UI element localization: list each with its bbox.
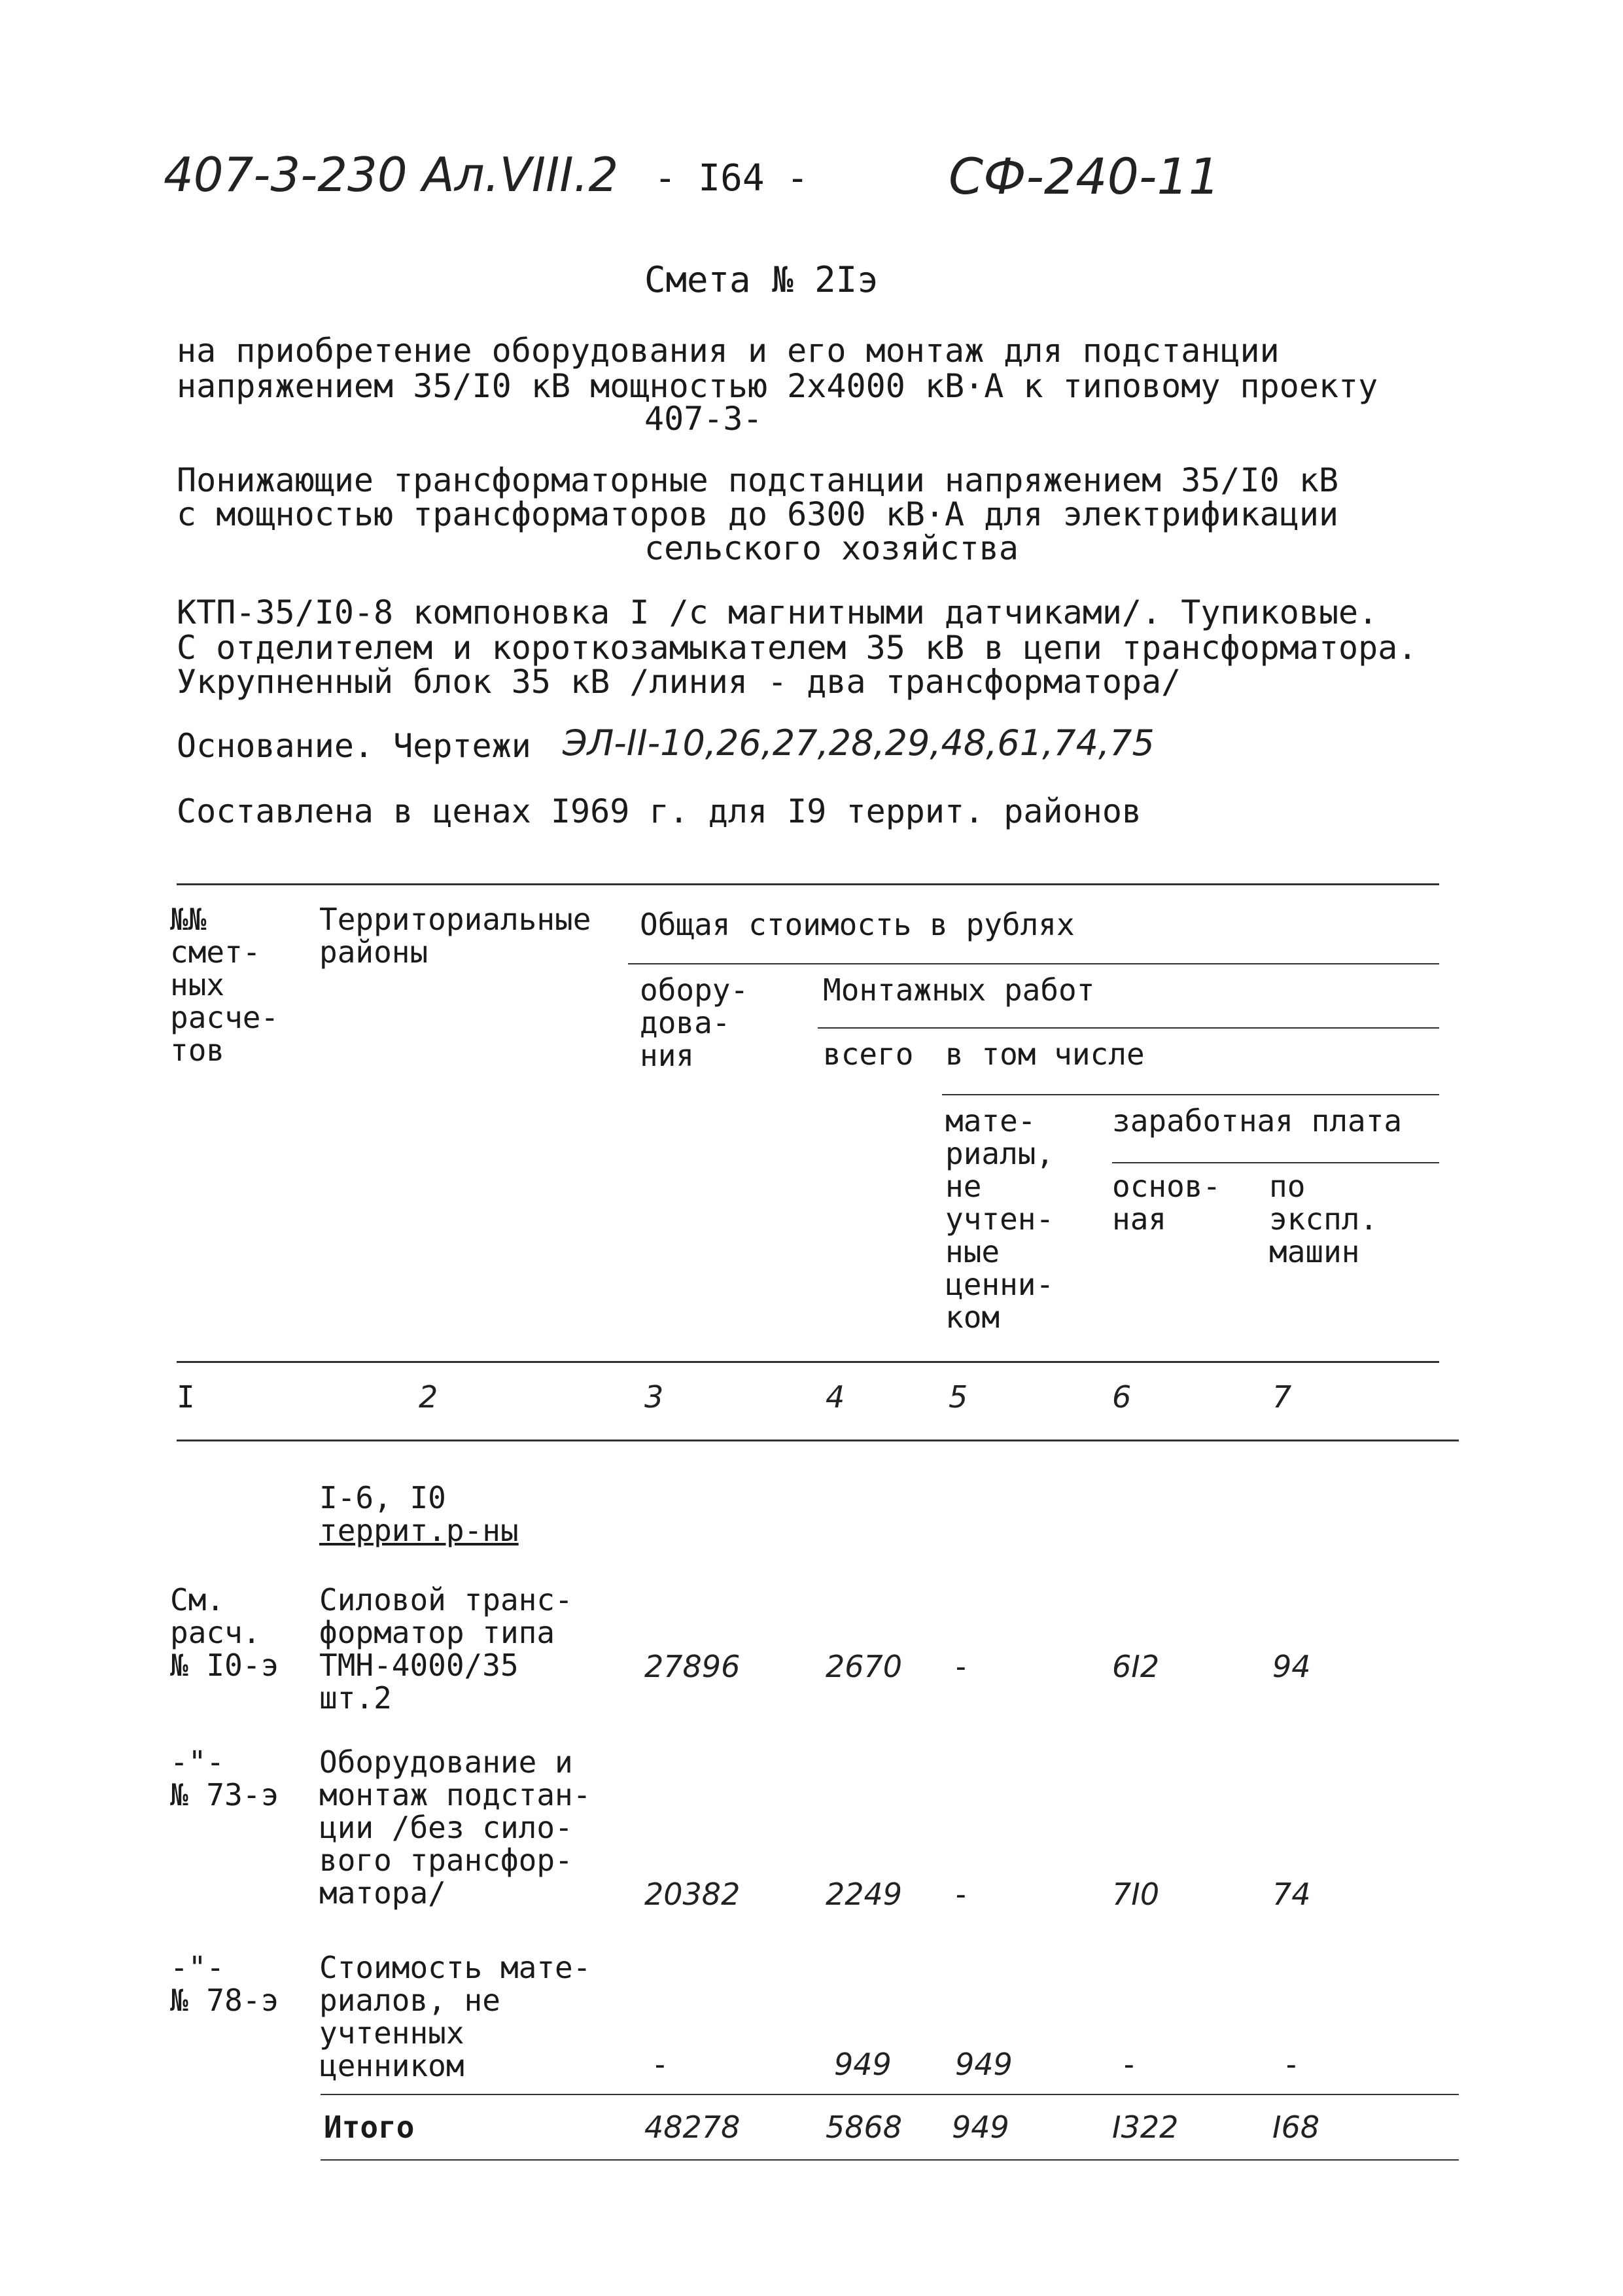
table-row-wages-basic: 7I0 (1112, 1877, 1160, 1912)
table-row-name: Силовой транс- форматор типа ТМН-4000/35 шт.2 (319, 1582, 573, 1716)
table-row-name: Стоимость мате- риалов, не учтенных ценником (319, 1950, 591, 2083)
header-total-cost: Общая стоимость в рублях (640, 907, 1075, 942)
header-wages-machines: по экспл. машин (1269, 1169, 1378, 1269)
table-top-rule (177, 883, 1439, 885)
table-row-equipment: - (651, 2047, 669, 2082)
table-row-wages-machines: - (1282, 2047, 1300, 2082)
total-wages-basic: I322 (1112, 2110, 1179, 2145)
total-wages-machines: I68 (1272, 2110, 1320, 2145)
table-row-materials: - (952, 1649, 970, 1684)
header-bottom-rule (177, 1361, 1439, 1363)
table-row-ref: -"- № 73-э (170, 1744, 279, 1812)
document-code: 407-3-230 Ал.VIII.2 (164, 147, 619, 202)
total-top-rule (321, 2094, 1459, 2095)
col-number-4: 4 (826, 1379, 845, 1415)
total-bottom-rule (321, 2159, 1459, 2161)
col-number-5: 5 (949, 1379, 968, 1415)
table-row-ref: См. расч. № I0-э (170, 1582, 279, 1683)
page-number: - I64 - (654, 157, 809, 200)
col-number-1: I (177, 1379, 195, 1415)
total-cost-rule (628, 963, 1439, 964)
archive-code: СФ-240-11 (949, 147, 1221, 205)
header-installation: Монтажных работ (823, 972, 1095, 1008)
wages-rule (1112, 1162, 1439, 1163)
project-line-2: с мощностью трансформаторов до 6300 кВ·А для электрификации (177, 495, 1339, 533)
prices-note: Составлена в ценах I969 г. для I9 террит. районов (177, 792, 1142, 830)
table-row-install-total: 2670 (826, 1649, 903, 1684)
table-row-equipment: 20382 (644, 1877, 741, 1912)
table-row-wages-basic: - (1120, 2047, 1138, 2082)
table-row-install-total: 2249 (826, 1877, 903, 1912)
ktp-line-3: Укрупненный блок 35 кВ /линия - два трансформатора/ (177, 663, 1181, 701)
header-materials: мате- риалы, не учтен- ные ценни- ком (945, 1103, 1055, 1335)
col-number-6: 6 (1112, 1379, 1132, 1415)
basis-label: Основание. Чертежи (177, 727, 531, 765)
region-heading: I-6, I0 (319, 1480, 446, 1515)
estimate-title: Смета № 2Iэ (644, 259, 879, 300)
including-rule (942, 1094, 1439, 1095)
col-numbers-rule (177, 1439, 1459, 1441)
header-wages: заработная плата (1112, 1103, 1403, 1139)
project-line-1: Понижающие трансформаторные подстанции напряжением 35/I0 кВ (177, 461, 1339, 499)
header-wages-basic: основ- ная (1112, 1169, 1221, 1237)
table-row-ref: -"- № 78-э (170, 1950, 279, 2018)
header-territorial-regions: Территориальные районы (319, 902, 591, 970)
header-estimate-number: №№ смет- ных расче- тов (170, 902, 279, 1068)
purpose-line-3: 407-3- (644, 400, 763, 438)
purpose-line-2: напряжением 35/I0 кВ мощностью 2х4000 кВ·А к типовому проекту (177, 367, 1378, 405)
header-equipment: обору- дова- ния (640, 972, 749, 1073)
purpose-line-1: на приобретение оборудования и его монтаж для подстанции (177, 332, 1280, 370)
table-row-equipment: 27896 (644, 1649, 741, 1684)
table-row-name: Оборудование и монтаж подстан- ции /без сило- вого трансфор- матора/ (319, 1744, 591, 1911)
table-row-wages-machines: 94 (1272, 1649, 1311, 1684)
col-number-2: 2 (419, 1379, 438, 1415)
header-including: в том числе (945, 1036, 1145, 1072)
col-number-7: 7 (1272, 1379, 1292, 1415)
table-row-materials: 949 (955, 2047, 1013, 2082)
table-row-wages-basic: 6I2 (1112, 1649, 1160, 1684)
total-install-total: 5868 (826, 2110, 903, 2145)
table-row-install-total: 949 (834, 2047, 892, 2082)
total-materials: 949 (952, 2110, 1009, 2145)
header-installation-total: всего (823, 1036, 914, 1072)
ktp-line-2: С отделителем и короткозамыкателем 35 кВ в цепи трансформатора. (177, 629, 1418, 667)
col-number-3: 3 (644, 1379, 664, 1415)
table-row-materials: - (952, 1877, 970, 1912)
total-label: Итого (324, 2110, 415, 2145)
ktp-line-1: КТП-35/I0-8 компоновка I /с магнитными датчиками/. Тупиковые. (177, 593, 1378, 631)
installation-rule (818, 1027, 1439, 1029)
basis-drawings: ЭЛ-II-10,26,27,28,29,48,61,74,75 (563, 722, 1155, 764)
region-heading-sub: террит.р-ны (319, 1513, 519, 1548)
table-row-wages-machines: 74 (1272, 1877, 1311, 1912)
total-equipment: 48278 (644, 2110, 741, 2145)
project-line-3: сельского хозяйства (644, 529, 1019, 567)
